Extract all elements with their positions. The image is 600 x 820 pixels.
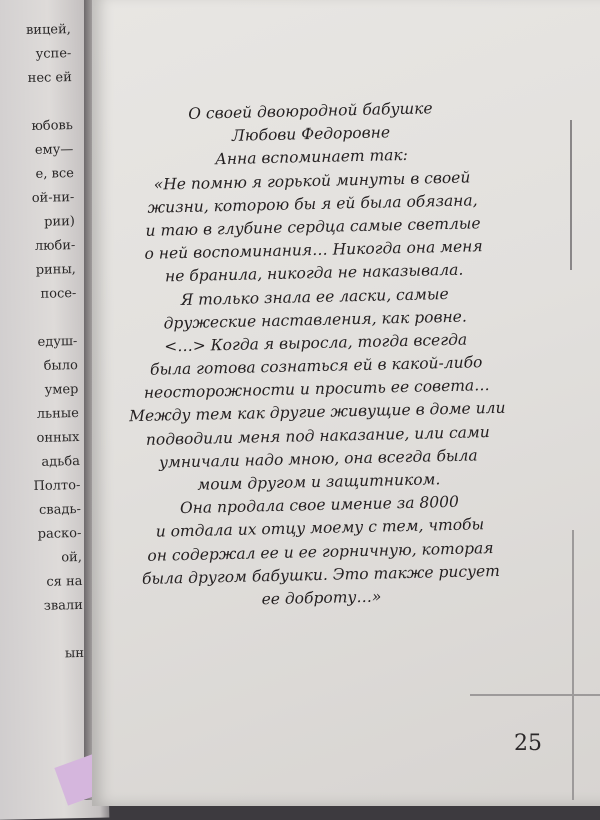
left-page-line: ын <box>64 645 85 662</box>
left-page-line: раско- <box>37 525 82 542</box>
quote-intro-line: Любови Федоровне <box>231 123 391 146</box>
left-page-line: свадь- <box>38 502 82 518</box>
quote-line: ее доброту…» <box>261 587 382 609</box>
left-page-line: ой-ни- <box>31 190 75 206</box>
decorative-rule-horizontal <box>470 694 600 696</box>
left-page-line: посе- <box>40 286 77 302</box>
quote-line: дружеские наставления, как ровне. <box>163 307 467 333</box>
left-page-line: ся на <box>46 573 83 590</box>
left-page-line: люби- <box>34 238 76 254</box>
left-page-line: рины, <box>35 262 77 278</box>
quote-line: умничали надо мною, она всегда была <box>158 446 478 472</box>
quote-line: моим другом и защитником. <box>197 470 441 494</box>
quote-line: не бранила, никогда не наказывала. <box>164 260 464 286</box>
left-page-line: нес ей <box>27 70 73 87</box>
quote-line: Я только знала ее ласки, самые <box>180 284 449 309</box>
left-page-line <box>0 90 73 116</box>
left-page-text <box>0 18 84 668</box>
quote-line: и таю в глубине сердца самые светлые <box>145 214 481 240</box>
left-page-line: онных <box>36 430 80 446</box>
quote-line: подводили меня под наказание, или сами <box>145 422 490 449</box>
quote-line: неосторожности и просить ее совета… <box>143 376 490 403</box>
decorative-rule-vertical-top <box>570 120 572 270</box>
quote-line: о ней воспоминания… Никогда она меня <box>144 237 483 263</box>
quote-line: Между тем как другие живущие в доме или <box>128 399 506 426</box>
quote-intro-line: Анна вспоминает так: <box>214 146 409 169</box>
quote-line: была другом бабушки. Это также рисует <box>141 561 501 588</box>
quote-line: жизни, которою бы я ей была обязана, <box>147 191 478 217</box>
left-page-line: е, все <box>35 166 75 182</box>
quote-line: была готова сознаться ей в какой-либо <box>149 353 483 379</box>
quote-line: он содержал ее и ее горничную, которая <box>147 538 494 565</box>
left-page-line: умер <box>44 382 79 398</box>
quote-line: и отдала их отцу моему с тем, чтобы <box>155 515 485 542</box>
left-page-line: едуш- <box>37 334 78 350</box>
left-page-line: было <box>43 358 79 374</box>
decorative-rule-vertical-bottom <box>572 530 574 800</box>
left-page-line: рии) <box>43 214 76 230</box>
left-page-line <box>0 618 84 644</box>
left-page-line: ой, <box>61 549 83 566</box>
quote-line: Она продала свое имение за 8000 <box>179 492 460 518</box>
left-page-line: льные <box>36 406 80 422</box>
page-number: 25 <box>514 731 542 756</box>
left-page-line: юбовь <box>31 118 74 134</box>
quote-line: «Не помню я горькой минуты в своей <box>153 168 471 194</box>
left-page-line: ему— <box>34 142 74 158</box>
left-page-line: успе- <box>35 46 72 62</box>
left-page-line: адьба <box>41 454 81 470</box>
quote-line: <…> Когда я выросла, тогда всегда <box>164 330 468 356</box>
left-page-line: звали <box>43 597 84 614</box>
quote-intro-line: О своей двоюродной бабушке <box>188 99 433 123</box>
left-page-line: Полто- <box>33 478 81 494</box>
memoir-quote <box>90 95 541 615</box>
left-page-line: вицей, <box>25 22 72 39</box>
left-page-line <box>0 306 77 332</box>
